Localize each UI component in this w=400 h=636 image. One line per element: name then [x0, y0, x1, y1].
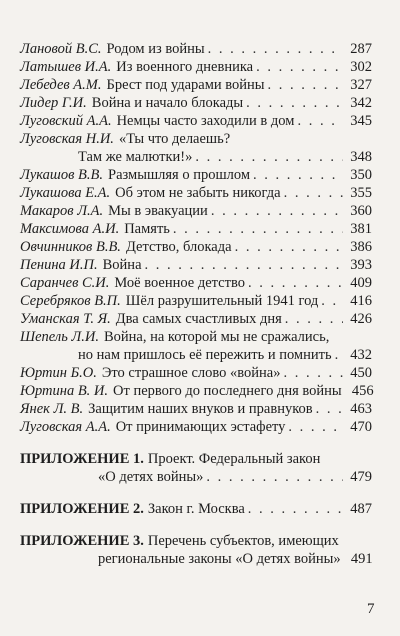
toc-entry — [20, 364, 372, 382]
leader-dots — [235, 238, 343, 256]
leader-dots — [253, 166, 343, 184]
entry-page: 350 — [350, 167, 372, 183]
entry-author: Лукашова Е.А. — [20, 185, 111, 201]
entry-title: Немцы часто заходили в дом — [116, 113, 295, 129]
entry-page: 393 — [350, 257, 372, 273]
entry-page: 409 — [350, 275, 372, 291]
appendix-title-continued: «О детях войны» — [98, 469, 204, 485]
entry-title: От первого до последнего дня войны — [113, 383, 342, 399]
toc-entry — [20, 112, 372, 130]
toc-entry — [20, 328, 372, 346]
entry-title: Родом из войны — [106, 41, 205, 57]
leader-dots — [195, 148, 343, 166]
appendix-title-continued: региональные законы «О детях войны» — [98, 551, 341, 567]
entry-page: 342 — [350, 95, 372, 111]
entry-title: Брест под ударами войны — [106, 77, 265, 93]
entry-title: Два самых счастливых дня — [115, 311, 282, 327]
appendix-line — [20, 450, 372, 468]
entry-title: От принимающих эстафету — [115, 419, 286, 435]
leader-dots — [246, 94, 343, 112]
toc-entry — [20, 220, 372, 238]
leader-dots — [173, 220, 343, 238]
leader-dots — [248, 500, 343, 518]
entry-page: 470 — [350, 419, 372, 435]
entry-title: Из военного дневника — [116, 59, 254, 75]
toc-entry — [20, 292, 372, 310]
appendix-page: 487 — [350, 501, 372, 517]
leader-dots — [297, 112, 343, 130]
toc-entry-continuation — [20, 346, 372, 364]
entry-author: Максимова А.И. — [20, 221, 120, 237]
toc-entry — [20, 130, 372, 148]
leader-dots — [211, 202, 343, 220]
toc-entry — [20, 184, 372, 202]
toc-entry — [20, 202, 372, 220]
table-of-contents — [20, 40, 372, 568]
entry-author: Пенина И.П. — [20, 257, 98, 273]
appendix-heading: ПРИЛОЖЕНИЕ 2. — [20, 501, 144, 517]
appendix-title: Перечень субъектов, имеющих — [147, 533, 339, 549]
appendix-line-continuation — [20, 468, 372, 486]
leader-dots — [285, 310, 343, 328]
toc-entry — [20, 58, 372, 76]
appendix-entry — [20, 532, 372, 568]
toc-entry — [20, 400, 372, 418]
entry-page: 302 — [350, 59, 372, 75]
toc-entry — [20, 274, 372, 292]
leader-dots — [256, 58, 343, 76]
entry-page: 381 — [350, 221, 372, 237]
leader-dots — [284, 184, 343, 202]
entry-page: 327 — [350, 77, 372, 93]
entry-author: Луговская Н.И. — [20, 131, 114, 147]
entry-author: Макаров Л.А. — [20, 203, 104, 219]
entry-title: Размышляя о прошлом — [108, 167, 251, 183]
toc-entry — [20, 166, 372, 184]
entry-page: 432 — [350, 347, 372, 363]
entry-title: Мы в эвакуации — [108, 203, 208, 219]
toc-entry — [20, 76, 372, 94]
toc-entry — [20, 382, 372, 400]
leader-dots — [316, 400, 343, 418]
appendix-line — [20, 500, 372, 518]
entry-title: Это страшное слово «война» — [101, 365, 281, 381]
appendix-page: 491 — [350, 551, 373, 567]
entry-page: 463 — [350, 401, 372, 417]
entry-title-continued: Там же малютки!» — [78, 149, 193, 165]
toc-entry — [20, 256, 372, 274]
appendix-title: Закон г. Москва — [147, 501, 245, 517]
entry-title-continued: но нам пришлось её пережить и помнить — [78, 347, 332, 363]
entry-author: Янек Л. В. — [20, 401, 84, 417]
entry-author: Лидер Г.И. — [20, 95, 87, 111]
leader-dots — [248, 274, 343, 292]
entry-page: 416 — [350, 293, 372, 309]
entry-author: Серебряков В.П. — [20, 293, 121, 309]
entry-title: Шёл разрушительный 1941 год — [125, 293, 319, 309]
entry-page: 456 — [351, 383, 374, 399]
entry-author: Лебедев А.М. — [20, 77, 102, 93]
page-number: 7 — [367, 601, 375, 617]
leader-dots — [208, 40, 343, 58]
leader-dots — [268, 76, 343, 94]
entry-author: Лукашов В.В. — [20, 167, 104, 183]
appendix-line-continuation — [20, 550, 372, 568]
leader-dots — [335, 346, 343, 364]
appendix-page: 479 — [350, 469, 372, 485]
toc-entry — [20, 310, 372, 328]
appendix-heading: ПРИЛОЖЕНИЕ 3. — [20, 533, 144, 549]
entry-page: 345 — [350, 113, 372, 129]
entry-author: Уманская Т. Я. — [20, 311, 111, 327]
entry-page: 386 — [350, 239, 372, 255]
toc-entry — [20, 238, 372, 256]
entry-author: Юртина В. И. — [20, 383, 109, 399]
leader-dots — [145, 256, 343, 274]
appendix-entry — [20, 500, 372, 518]
entry-title: Война и начало блокады — [91, 95, 244, 111]
entry-author: Латышев И.А. — [20, 59, 112, 75]
leader-dots — [283, 364, 343, 382]
entry-title: «Ты что делаешь? — [118, 131, 231, 147]
leader-dots — [206, 468, 343, 486]
appendix-line — [20, 532, 372, 550]
appendix-heading: ПРИЛОЖЕНИЕ 1. — [20, 451, 144, 467]
entry-author: Овчинников В.В. — [20, 239, 121, 255]
entry-title: Детство, блокада — [125, 239, 232, 255]
entry-page: 287 — [350, 41, 372, 57]
entry-page: 360 — [350, 203, 372, 219]
entry-author: Юртин Б.О. — [20, 365, 97, 381]
entry-author: Шепель Л.И. — [20, 329, 99, 345]
entry-author: Луговский А.А. — [20, 113, 112, 129]
entry-title: Защитим наших внуков и правнуков — [88, 401, 313, 417]
leader-dots — [321, 292, 343, 310]
entry-author: Саранчев С.И. — [20, 275, 110, 291]
toc-entry — [20, 418, 372, 436]
entry-title: Об этом не забыть никогда — [115, 185, 281, 201]
appendix-title: Проект. Федеральный закон — [147, 451, 321, 467]
toc-entry — [20, 40, 372, 58]
entry-title: Моё военное детство — [114, 275, 245, 291]
entry-author: Луговская А.А. — [20, 419, 111, 435]
entry-title: Память — [124, 221, 170, 237]
entry-title: Война, на которой мы не сражались, — [103, 329, 330, 345]
entry-page: 348 — [350, 149, 372, 165]
toc-entry — [20, 94, 372, 112]
appendix-entry — [20, 450, 372, 486]
entry-page: 450 — [350, 365, 372, 381]
entry-page: 426 — [350, 311, 372, 327]
entry-page: 355 — [350, 185, 372, 201]
entry-author: Лановой В.С. — [20, 41, 102, 57]
entry-title: Война — [102, 257, 142, 273]
toc-entry-continuation — [20, 148, 372, 166]
leader-dots — [288, 418, 343, 436]
